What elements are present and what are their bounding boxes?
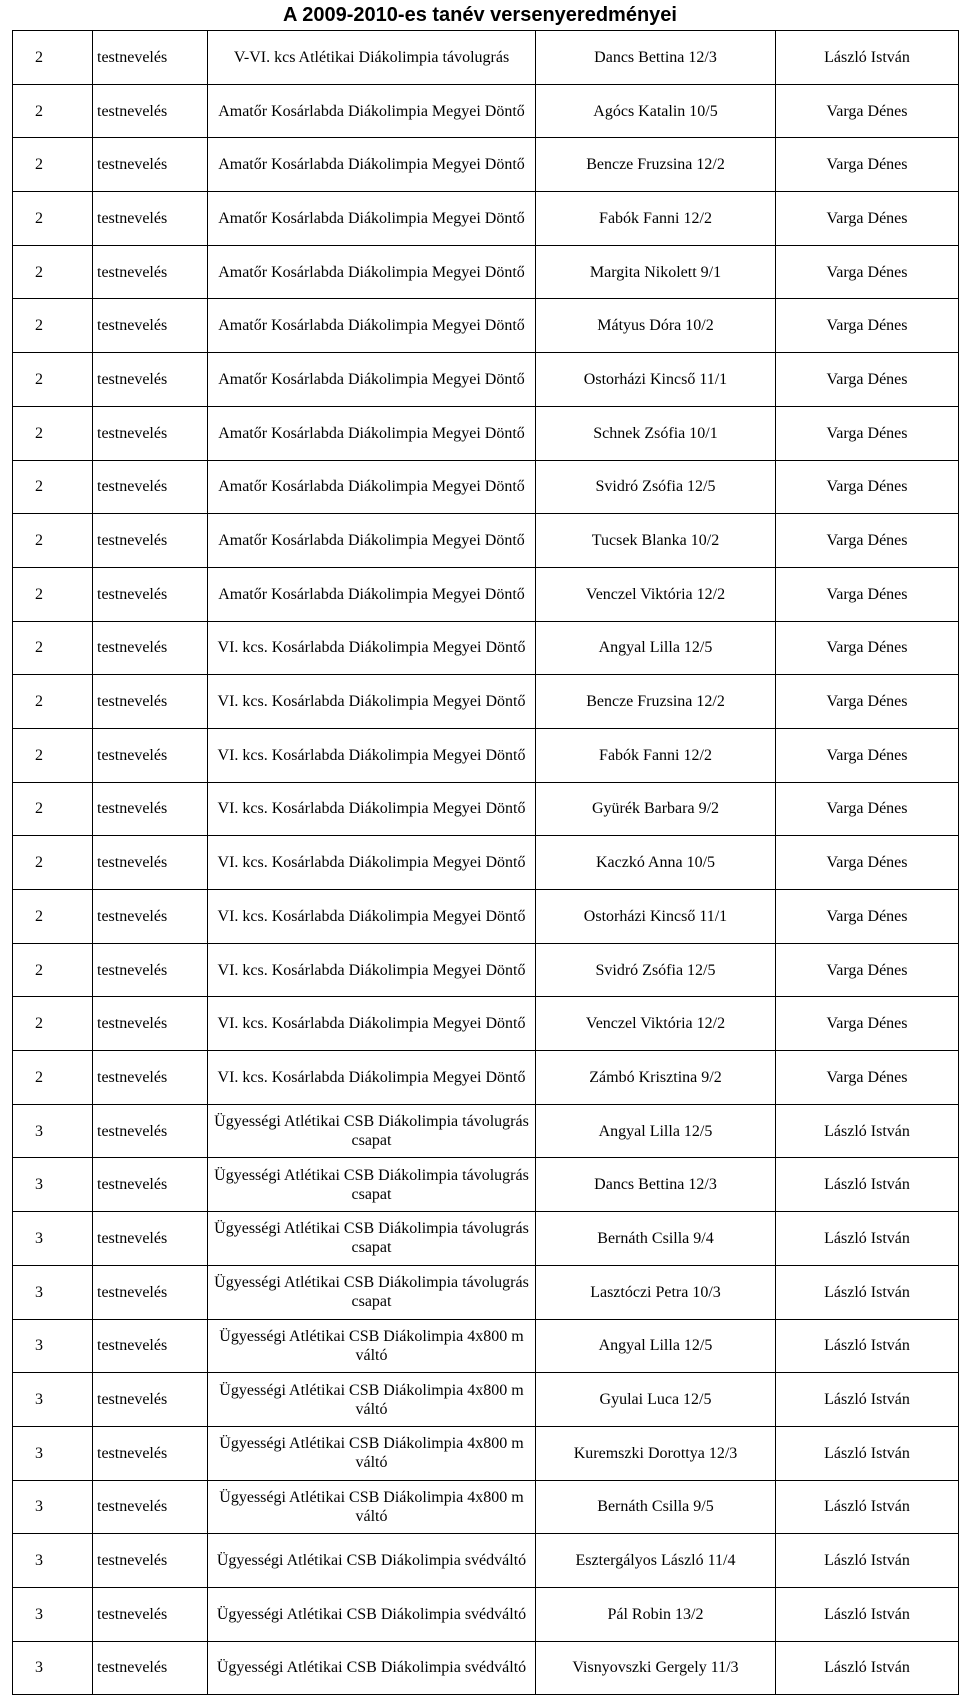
subject-cell: testnevelés xyxy=(93,675,208,729)
table-row xyxy=(13,1158,959,1212)
competition-cell: Ügyességi Atlétikai CSB Diákolimpia távolugrás csapat xyxy=(208,1212,536,1266)
table-row xyxy=(13,245,959,299)
teacher-cell: László István xyxy=(776,1480,959,1534)
subject-cell: testnevelés xyxy=(93,245,208,299)
subject-cell: testnevelés xyxy=(93,460,208,514)
teacher-cell: László István xyxy=(776,1587,959,1641)
subject-cell: testnevelés xyxy=(93,192,208,246)
subject-cell: testnevelés xyxy=(93,1534,208,1588)
rank-cell: 3 xyxy=(13,1319,93,1373)
rank-cell: 2 xyxy=(13,890,93,944)
rank-cell: 2 xyxy=(13,192,93,246)
table-row xyxy=(13,836,959,890)
table-row xyxy=(13,728,959,782)
rank-cell: 2 xyxy=(13,245,93,299)
table-row xyxy=(13,1104,959,1158)
subject-cell: testnevelés xyxy=(93,514,208,568)
teacher-cell: Varga Dénes xyxy=(776,84,959,138)
table-row xyxy=(13,1426,959,1480)
rank-cell: 3 xyxy=(13,1212,93,1266)
student-cell: Esztergályos László 11/4 xyxy=(536,1534,776,1588)
student-cell: Svidró Zsófia 12/5 xyxy=(536,943,776,997)
competition-cell: Amatőr Kosárlabda Diákolimpia Megyei Döntő xyxy=(208,138,536,192)
competition-cell: Amatőr Kosárlabda Diákolimpia Megyei Döntő xyxy=(208,192,536,246)
teacher-cell: Varga Dénes xyxy=(776,245,959,299)
teacher-cell: László István xyxy=(776,31,959,85)
student-cell: Pál Robin 13/2 xyxy=(536,1587,776,1641)
teacher-cell: Varga Dénes xyxy=(776,997,959,1051)
rank-cell: 3 xyxy=(13,1373,93,1427)
competition-cell: VI. kcs. Kosárlabda Diákolimpia Megyei Döntő xyxy=(208,1051,536,1105)
subject-cell: testnevelés xyxy=(93,1104,208,1158)
rank-cell: 3 xyxy=(13,1265,93,1319)
rank-cell: 3 xyxy=(13,1480,93,1534)
subject-cell: testnevelés xyxy=(93,621,208,675)
table-row xyxy=(13,353,959,407)
student-cell: Margita Nikolett 9/1 xyxy=(536,245,776,299)
subject-cell: testnevelés xyxy=(93,1265,208,1319)
teacher-cell: Varga Dénes xyxy=(776,728,959,782)
table-row xyxy=(13,299,959,353)
subject-cell: testnevelés xyxy=(93,1426,208,1480)
rank-cell: 2 xyxy=(13,1051,93,1105)
competition-cell: VI. kcs. Kosárlabda Diákolimpia Megyei Döntő xyxy=(208,997,536,1051)
competition-cell: VI. kcs. Kosárlabda Diákolimpia Megyei Döntő xyxy=(208,943,536,997)
student-cell: Lasztóczi Petra 10/3 xyxy=(536,1265,776,1319)
competition-cell: VI. kcs. Kosárlabda Diákolimpia Megyei Döntő xyxy=(208,890,536,944)
teacher-cell: Varga Dénes xyxy=(776,782,959,836)
teacher-cell: Varga Dénes xyxy=(776,621,959,675)
student-cell: Mátyus Dóra 10/2 xyxy=(536,299,776,353)
student-cell: Kuremszki Dorottya 12/3 xyxy=(536,1426,776,1480)
subject-cell: testnevelés xyxy=(93,890,208,944)
subject-cell: testnevelés xyxy=(93,84,208,138)
student-cell: Angyal Lilla 12/5 xyxy=(536,1104,776,1158)
rank-cell: 2 xyxy=(13,353,93,407)
subject-cell: testnevelés xyxy=(93,943,208,997)
table-row xyxy=(13,567,959,621)
teacher-cell: Varga Dénes xyxy=(776,406,959,460)
rank-cell: 3 xyxy=(13,1104,93,1158)
teacher-cell: László István xyxy=(776,1104,959,1158)
table-row xyxy=(13,997,959,1051)
competition-cell: Ügyességi Atlétikai CSB Diákolimpia távolugrás csapat xyxy=(208,1104,536,1158)
competition-cell: Amatőr Kosárlabda Diákolimpia Megyei Döntő xyxy=(208,514,536,568)
competition-cell: Amatőr Kosárlabda Diákolimpia Megyei Döntő xyxy=(208,299,536,353)
rank-cell: 2 xyxy=(13,138,93,192)
student-cell: Gyulai Luca 12/5 xyxy=(536,1373,776,1427)
rank-cell: 2 xyxy=(13,621,93,675)
competition-cell: Ügyességi Atlétikai CSB Diákolimpia 4x800 m váltó xyxy=(208,1373,536,1427)
subject-cell: testnevelés xyxy=(93,1319,208,1373)
competition-cell: Ügyességi Atlétikai CSB Diákolimpia 4x800 m váltó xyxy=(208,1480,536,1534)
student-cell: Schnek Zsófia 10/1 xyxy=(536,406,776,460)
table-row xyxy=(13,1212,959,1266)
subject-cell: testnevelés xyxy=(93,1480,208,1534)
results-table-body xyxy=(13,31,959,1695)
competition-cell: Amatőr Kosárlabda Diákolimpia Megyei Döntő xyxy=(208,353,536,407)
rank-cell: 2 xyxy=(13,84,93,138)
competition-cell: Amatőr Kosárlabda Diákolimpia Megyei Döntő xyxy=(208,245,536,299)
student-cell: Bencze Fruzsina 12/2 xyxy=(536,675,776,729)
competition-cell: Ügyességi Atlétikai CSB Diákolimpia 4x800 m váltó xyxy=(208,1426,536,1480)
table-row xyxy=(13,31,959,85)
student-cell: Angyal Lilla 12/5 xyxy=(536,1319,776,1373)
student-cell: Fabók Fanni 12/2 xyxy=(536,728,776,782)
competition-cell: Amatőr Kosárlabda Diákolimpia Megyei Döntő xyxy=(208,84,536,138)
student-cell: Agócs Katalin 10/5 xyxy=(536,84,776,138)
subject-cell: testnevelés xyxy=(93,567,208,621)
teacher-cell: Varga Dénes xyxy=(776,675,959,729)
table-row xyxy=(13,460,959,514)
table-row xyxy=(13,1641,959,1695)
rank-cell: 3 xyxy=(13,1641,93,1695)
table-row xyxy=(13,890,959,944)
results-table xyxy=(12,30,959,1695)
competition-cell: VI. kcs. Kosárlabda Diákolimpia Megyei Döntő xyxy=(208,675,536,729)
table-row xyxy=(13,514,959,568)
table-row xyxy=(13,675,959,729)
table-row xyxy=(13,782,959,836)
rank-cell: 2 xyxy=(13,460,93,514)
table-row xyxy=(13,1534,959,1588)
teacher-cell: Varga Dénes xyxy=(776,138,959,192)
student-cell: Zámbó Krisztina 9/2 xyxy=(536,1051,776,1105)
subject-cell: testnevelés xyxy=(93,997,208,1051)
page-title: A 2009-2010-es tanév versenyeredményei xyxy=(283,4,677,26)
table-row xyxy=(13,943,959,997)
teacher-cell: László István xyxy=(776,1641,959,1695)
table-row xyxy=(13,84,959,138)
rank-cell: 2 xyxy=(13,406,93,460)
student-cell: Venczel Viktória 12/2 xyxy=(536,567,776,621)
student-cell: Bencze Fruzsina 12/2 xyxy=(536,138,776,192)
competition-cell: VI. kcs. Kosárlabda Diákolimpia Megyei Döntő xyxy=(208,728,536,782)
rank-cell: 2 xyxy=(13,997,93,1051)
rank-cell: 2 xyxy=(13,567,93,621)
competition-cell: Ügyességi Atlétikai CSB Diákolimpia 4x800 m váltó xyxy=(208,1319,536,1373)
rank-cell: 2 xyxy=(13,943,93,997)
rank-cell: 2 xyxy=(13,782,93,836)
teacher-cell: Varga Dénes xyxy=(776,943,959,997)
student-cell: Ostorházi Kincső 11/1 xyxy=(536,890,776,944)
student-cell: Svidró Zsófia 12/5 xyxy=(536,460,776,514)
rank-cell: 3 xyxy=(13,1587,93,1641)
student-cell: Tucsek Blanka 10/2 xyxy=(536,514,776,568)
table-row xyxy=(13,1265,959,1319)
student-cell: Dancs Bettina 12/3 xyxy=(536,1158,776,1212)
student-cell: Dancs Bettina 12/3 xyxy=(536,31,776,85)
teacher-cell: László István xyxy=(776,1212,959,1266)
student-cell: Visnyovszki Gergely 11/3 xyxy=(536,1641,776,1695)
subject-cell: testnevelés xyxy=(93,728,208,782)
teacher-cell: Varga Dénes xyxy=(776,299,959,353)
teacher-cell: Varga Dénes xyxy=(776,890,959,944)
subject-cell: testnevelés xyxy=(93,1158,208,1212)
rank-cell: 2 xyxy=(13,31,93,85)
subject-cell: testnevelés xyxy=(93,1051,208,1105)
student-cell: Kaczkó Anna 10/5 xyxy=(536,836,776,890)
teacher-cell: Varga Dénes xyxy=(776,567,959,621)
table-row xyxy=(13,1051,959,1105)
student-cell: Fabók Fanni 12/2 xyxy=(536,192,776,246)
competition-cell: Ügyességi Atlétikai CSB Diákolimpia svédváltó xyxy=(208,1587,536,1641)
rank-cell: 2 xyxy=(13,675,93,729)
table-row xyxy=(13,406,959,460)
teacher-cell: Varga Dénes xyxy=(776,1051,959,1105)
teacher-cell: Varga Dénes xyxy=(776,514,959,568)
rank-cell: 3 xyxy=(13,1158,93,1212)
competition-cell: VI. kcs. Kosárlabda Diákolimpia Megyei Döntő xyxy=(208,621,536,675)
table-row xyxy=(13,1319,959,1373)
subject-cell: testnevelés xyxy=(93,406,208,460)
teacher-cell: Varga Dénes xyxy=(776,192,959,246)
table-row xyxy=(13,1373,959,1427)
student-cell: Gyürék Barbara 9/2 xyxy=(536,782,776,836)
rank-cell: 3 xyxy=(13,1534,93,1588)
subject-cell: testnevelés xyxy=(93,836,208,890)
table-row xyxy=(13,192,959,246)
teacher-cell: Varga Dénes xyxy=(776,353,959,407)
student-cell: Ostorházi Kincső 11/1 xyxy=(536,353,776,407)
competition-cell: Amatőr Kosárlabda Diákolimpia Megyei Döntő xyxy=(208,406,536,460)
teacher-cell: László István xyxy=(776,1534,959,1588)
rank-cell: 2 xyxy=(13,514,93,568)
competition-cell: Ügyességi Atlétikai CSB Diákolimpia svédváltó xyxy=(208,1641,536,1695)
student-cell: Angyal Lilla 12/5 xyxy=(536,621,776,675)
teacher-cell: László István xyxy=(776,1265,959,1319)
table-row xyxy=(13,621,959,675)
subject-cell: testnevelés xyxy=(93,782,208,836)
competition-cell: Ügyességi Atlétikai CSB Diákolimpia távolugrás csapat xyxy=(208,1158,536,1212)
teacher-cell: László István xyxy=(776,1319,959,1373)
subject-cell: testnevelés xyxy=(93,299,208,353)
teacher-cell: László István xyxy=(776,1158,959,1212)
subject-cell: testnevelés xyxy=(93,1641,208,1695)
competition-cell: VI. kcs. Kosárlabda Diákolimpia Megyei Döntő xyxy=(208,782,536,836)
student-cell: Bernáth Csilla 9/4 xyxy=(536,1212,776,1266)
teacher-cell: László István xyxy=(776,1426,959,1480)
student-cell: Venczel Viktória 12/2 xyxy=(536,997,776,1051)
rank-cell: 2 xyxy=(13,728,93,782)
competition-cell: VI. kcs. Kosárlabda Diákolimpia Megyei Döntő xyxy=(208,836,536,890)
teacher-cell: Varga Dénes xyxy=(776,460,959,514)
subject-cell: testnevelés xyxy=(93,31,208,85)
teacher-cell: Varga Dénes xyxy=(776,836,959,890)
subject-cell: testnevelés xyxy=(93,1373,208,1427)
competition-cell: Amatőr Kosárlabda Diákolimpia Megyei Döntő xyxy=(208,460,536,514)
subject-cell: testnevelés xyxy=(93,1212,208,1266)
competition-cell: Amatőr Kosárlabda Diákolimpia Megyei Döntő xyxy=(208,567,536,621)
student-cell: Bernáth Csilla 9/5 xyxy=(536,1480,776,1534)
subject-cell: testnevelés xyxy=(93,138,208,192)
rank-cell: 2 xyxy=(13,836,93,890)
table-row xyxy=(13,1587,959,1641)
rank-cell: 2 xyxy=(13,299,93,353)
competition-cell: Ügyességi Atlétikai CSB Diákolimpia svédváltó xyxy=(208,1534,536,1588)
rank-cell: 3 xyxy=(13,1426,93,1480)
table-row xyxy=(13,138,959,192)
teacher-cell: László István xyxy=(776,1373,959,1427)
competition-cell: V-VI. kcs Atlétikai Diákolimpia távolugrás xyxy=(208,31,536,85)
table-row xyxy=(13,1480,959,1534)
subject-cell: testnevelés xyxy=(93,353,208,407)
competition-cell: Ügyességi Atlétikai CSB Diákolimpia távolugrás csapat xyxy=(208,1265,536,1319)
subject-cell: testnevelés xyxy=(93,1587,208,1641)
